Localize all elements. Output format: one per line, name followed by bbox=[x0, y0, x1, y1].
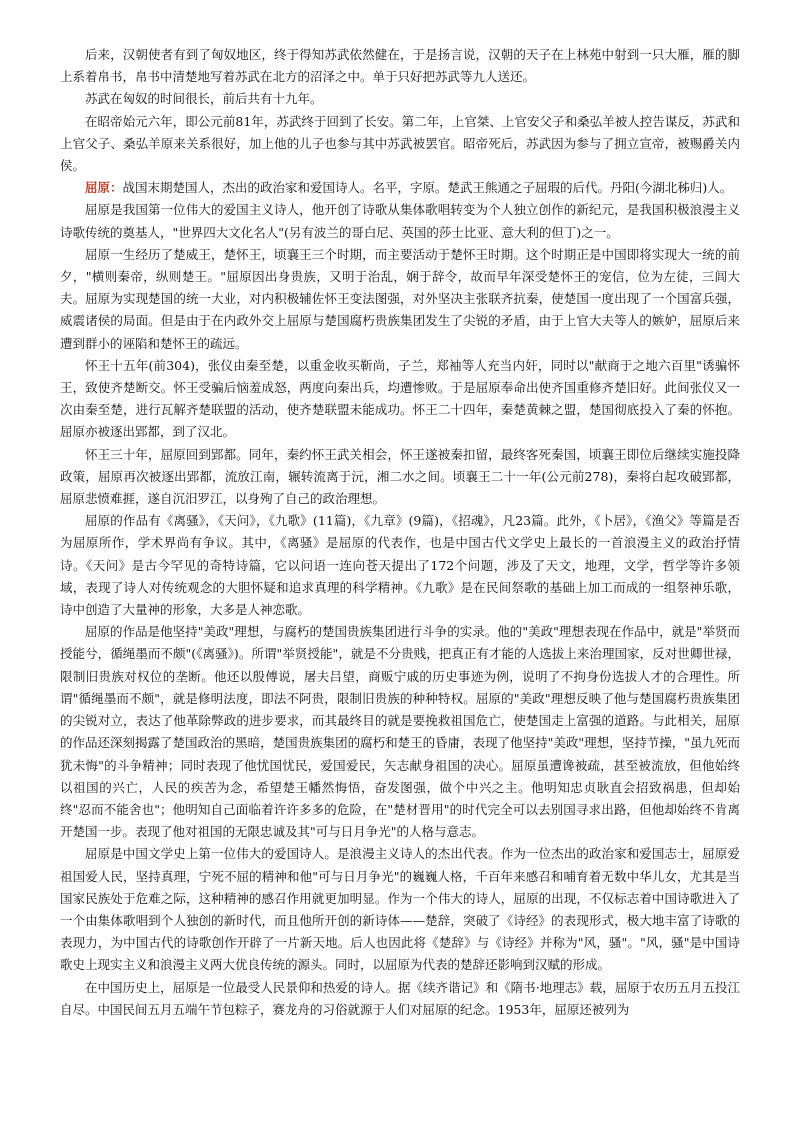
qu-yuan-heading: 屈原： bbox=[85, 180, 123, 196]
paragraph-miluo-river: 怀王三十年，屈原回到郢都。同年，秦约怀王武关相会，怀王遂被秦扣留，最终客死秦国，顷襄王即位后继续实施投降政策，屈原再次被逐出郢都，流放江南，辗转流离于沅，湘二水之间。顷襄王二十一年(公元前278)，秦将白起攻破郢都，屈原悲愤难捱，遂自沉汨罗江，以身殉了自己的政治理想。 bbox=[60, 446, 740, 507]
paragraph-life-periods: 屈原一生经历了楚威王，楚怀王，顷襄王三个时期，而主要活动于楚怀王时期。这个时期正是中国即将实现大一统的前夕，"横则秦帝，纵则楚王。"屈原因出身贵族，又明于治乱，娴于辞令，故而早年深受楚怀王的宠信，位为左徒，三闾大夫。屈原为实现楚国的统一大业，对内积极辅佐怀王变法图强，对外坚决主张联齐抗秦，使楚国一度出现了一个国富兵强，威震诸侯的局面。但是由于在内政外交上屈原与楚国腐朽贵族集团发生了尖锐的矛盾，由于上官大夫等人的嫉妒，屈原后来遭到群小的诬陷和楚怀王的疏远。 bbox=[60, 246, 740, 351]
qu-yuan-intro-text: 战国末期楚国人，杰出的政治家和爱国诗人。名平，字原。楚武王熊通之子屈瑕的后代。丹阳(今湖北秭归)人。 bbox=[122, 180, 733, 196]
paragraph-su-wu-return: 后来，汉朝使者有到了匈奴地区，终于得知苏武依然健在，于是扬言说，汉朝的天子在上林苑中射到一只大雁，雁的脚上系着帛书，帛书中清楚地写着苏武在北方的沼泽之中。单于只好把苏武等九人送还。 bbox=[60, 47, 740, 85]
document-page bbox=[60, 44, 740, 1021]
paragraph-first-patriotic-poet: 屈原是我国第一位伟大的爱国主义诗人，他开创了诗歌从集体歌唱转变为个人独立创作的新纪元，是我国积极浪漫主义诗歌传统的奠基人，"世界四大文化名人"(另有波兰的哥白尼、英国的莎士比亚、意大利的但丁)之一。 bbox=[60, 202, 740, 240]
paragraph-literary-legacy: 屈原是中国文学史上第一位伟大的爱国诗人。是浪漫主义诗人的杰出代表。作为一位杰出的政治家和爱国志士，屈原爱祖国爱人民，坚持真理，宁死不屈的精神和他"可与日月争光"的巍巍人格，千百年来感召和哺育着无数中华儿女，尤其是当国家民族处于危难之际，这种精神的感召作用就更加明显。作为一个伟大的诗人，屈原的出现，不仅标志着中国诗歌进入了一个由集体歌唱到个人独创的新时代，而且他所开创的新诗体——楚辞，突破了《诗经》的表现形式，极大地丰富了诗歌的表现力，为中国古代的诗歌创作开辟了一片新天地。后人也因此将《楚辞》与《诗经》并称为"风，骚"。"风，骚"是中国诗歌史上现实主义和浪漫主义两大优良传统的源头。同时，以屈原为代表的楚辞还影响到汉赋的形成。 bbox=[60, 846, 740, 973]
paragraph-su-wu-years: 苏武在匈奴的时间很长，前后共有十九年。 bbox=[85, 91, 323, 107]
paragraph-dragon-boat: 在中国历史上，屈原是一位最受人民景仰和热爱的诗人。据《续齐谐记》和《隋书·地理志》载，屈原于农历五月五投江自尽。中国民间五月五端午节包粽子，赛龙舟的习俗就源于人们对屈原的纪念。1953年，屈原还被列为 bbox=[60, 979, 740, 1017]
paragraph-meizheng-ideal: 屈原的作品是他坚持"美政"理想，与腐朽的楚国贵族集团进行斗争的实录。他的"美政"理想表现在作品中，就是"举贤而授能兮，循绳墨而不颇"(《离骚》)。所谓"举贤授能"，就是不分贵贱，把真正有才能的人选拔上来治理国家，反对世卿世禄，限制旧贵族对权位的垄断。他还以殷傅说，屠夫吕望，商贩宁戚的历史事迹为例，说明了不拘身份选拔人才的合理性。所谓"循绳墨而不颇"，就是修明法度，即法不阿贵，限制旧贵族的种种特权。屈原的"美政"理想反映了他与楚国腐朽贵族集团的尖锐对立，表达了他革除弊政的进步要求，而其最终目的就是要挽救祖国危亡，使楚国走上富强的道路。与此相关，屈原的作品还深刻揭露了楚国政治的黑暗，楚国贵族集团的腐朽和楚王的昏庸，表现了他坚持"美政"理想，坚持节操，"虽九死而犹未悔"的斗争精神；同时表现了他忧国忧民，爱国爱民，矢志献身祖国的决心。屈原虽遭谗被疏，甚至被流放，但他始终以祖国的兴亡，人民的疾苦为念，希望楚王幡然悔悟，奋发图强，做个中兴之主。他明知忠贞耿直会招致祸患，但却始终"忍而不能舍也"；他明知自己面临着许许多多的危险，在"楚材晋用"的时代完全可以去别国寻求出路，但他却始终不肯离开楚国一步。表现了他对祖国的无限忠诚及其"可与日月争光"的人格与意志。 bbox=[60, 624, 740, 840]
paragraph-zhang-yi: 怀王十五年(前304)，张仪由秦至楚，以重金收买靳尚，子兰，郑袖等人充当内奸，同时以"献商于之地六百里"诱骗怀王，致使齐楚断交。怀王受骗后恼羞成怒，两度向秦出兵，均遭惨败。于是屈原奉命出使齐国重修齐楚旧好。此间张仪又一次由秦至楚，进行瓦解齐楚联盟的活动，使齐楚联盟未能成功。怀王二十四年，秦楚黄棘之盟，楚国彻底投入了秦的怀抱。屈原亦被逐出郢都，到了汉北。 bbox=[60, 357, 740, 440]
paragraph-qu-yuan-intro bbox=[60, 177, 740, 199]
paragraph-su-wu-changan: 在昭帝始元六年，即公元前81年，苏武终于回到了长安。第二年，上官桀、上官安父子和桑弘羊被人控告谋反，苏武和上官父子、桑弘羊原来关系很好，加上他的儿子也参与其中苏武被罢官。昭帝死后，苏武因为参与了拥立宣帝，被赐爵关内侯。 bbox=[60, 113, 740, 174]
paragraph-works: 屈原的作品有《离骚》，《天问》，《九歌》(11篇)，《九章》(9篇)，《招魂》，凡23篇。此外，《卜居》，《渔父》等篇是否为屈原所作，学术界尚有争议。其中，《离骚》是屈原的代表作，也是中国古代文学史上最长的一首浪漫主义的政治抒情诗。《天问》是古今罕见的奇特诗篇，它以问语一连向苍天提出了172个问题，涉及了天文，地理，文学，哲学等许多领域，表现了诗人对传统观念的大胆怀疑和追求真理的科学精神。《九歌》是在民间祭歌的基础上加工而成的一组祭神乐歌，诗中创造了大量神的形象，大多是人神恋歌。 bbox=[60, 513, 740, 618]
